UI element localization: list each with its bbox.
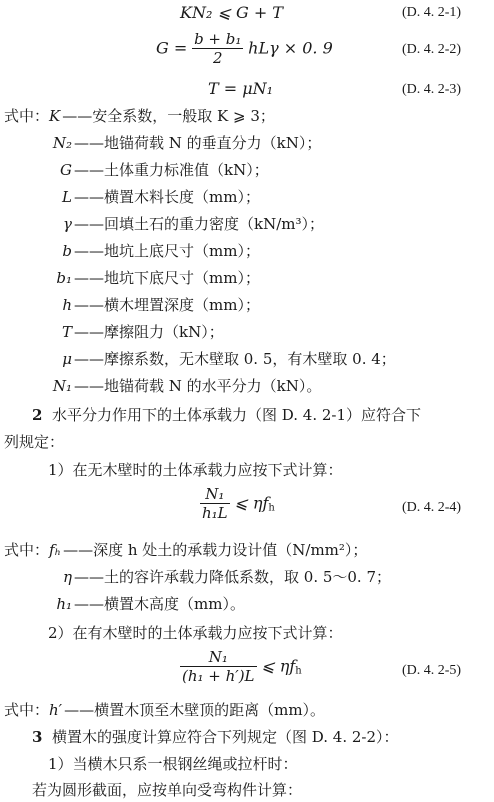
equation-4-rhs-subscript: h <box>268 502 275 514</box>
symbol: η <box>63 568 72 586</box>
description: ——安全系数，一般取 K ⩾ 3； <box>62 107 275 125</box>
equation-5-rhs: ⩽ ηf <box>261 656 296 676</box>
description: ——深度 h 处土的承载力设计值（N/mm²）； <box>63 541 368 559</box>
symbol: N₂ <box>52 134 72 152</box>
where-list-3-item-h-prime <box>4 700 325 720</box>
symbol: fₕ <box>49 541 62 559</box>
where-list-1-item-l <box>44 187 260 207</box>
equation-4-numerator: N₁ <box>200 485 230 504</box>
equation-d-4-2-1: KN₂ ⩽ G + T <box>180 3 283 22</box>
equation-2-lhs: G = <box>156 38 188 58</box>
where-lead: 式中： <box>4 701 50 719</box>
description: ——横置木高度（mm）。 <box>74 595 245 613</box>
equation-5-numerator: N₁ <box>180 648 257 667</box>
where-list-1-item-b1 <box>44 268 260 288</box>
equation-d-4-2-5 <box>180 648 302 692</box>
equation-4-denominator: h₁L <box>202 504 228 522</box>
where-list-1-item-b <box>44 241 260 261</box>
description: ——回填土石的重力密度（kN/m³）； <box>74 215 325 233</box>
description: ——摩擦阻力（kN）； <box>74 323 224 341</box>
clause-text: 横置木的强度计算应符合下列规定（图 D. 4. 2-2）： <box>51 728 399 746</box>
description: ——横置木料长度（mm）； <box>74 188 260 206</box>
equation-5-fraction <box>180 648 257 685</box>
clause-3 <box>32 727 399 747</box>
equation-d-4-2-3: T = μN₁ <box>208 79 274 98</box>
symbol: b₁ <box>56 269 72 287</box>
equation-5-rhs-subscript: h <box>295 665 302 677</box>
equation-5-denominator: (h₁ + h′)L <box>182 667 255 685</box>
clause-text: 水平分力作用下的土体承载力（图 D. 4. 2-1）应符合下 <box>51 406 422 424</box>
subclause-2: 2）在有木壁时的土体承载力应按下式计算： <box>48 624 343 642</box>
symbol: G <box>60 161 72 179</box>
subclause-3: 1）当横木只系一根钢丝绳或拉杆时： <box>48 755 298 773</box>
equation-number-3: (D. 4. 2-3) <box>402 82 462 97</box>
last-line: 若为圆形截面，应按单向受弯构件计算： <box>32 781 303 799</box>
equation-d-4-2-4 <box>200 485 275 529</box>
where-list-2-item-eta <box>44 567 391 587</box>
equation-d-4-2-2 <box>156 30 333 70</box>
where-list-2-item-h1 <box>44 594 245 614</box>
equation-2-fraction <box>192 30 243 67</box>
symbol: h₁ <box>56 595 72 613</box>
equation-number-1: (D. 4. 2-1) <box>402 5 462 20</box>
equation-2-numerator: b + b₁ <box>194 30 242 48</box>
equation-number-5: (D. 4. 2-5) <box>402 663 462 678</box>
where-list-1-item-k <box>4 106 275 126</box>
symbol: T <box>61 323 72 341</box>
description: ——地坑下底尺寸（mm）； <box>74 269 260 287</box>
description: ——地锚荷载 N 的水平分力（kN）。 <box>74 377 322 395</box>
symbol: h′ <box>49 701 63 719</box>
where-lead: 式中： <box>4 541 50 559</box>
symbol: K <box>49 107 61 125</box>
clause-2-line-2: 列规定： <box>4 433 65 451</box>
symbol: N₁ <box>52 377 72 395</box>
symbol: μ <box>62 350 72 368</box>
description: ——地锚荷载 N 的垂直分力（kN）； <box>74 134 322 152</box>
where-list-1-item-gamma <box>44 214 324 234</box>
equation-number-2: (D. 4. 2-2) <box>402 42 462 57</box>
equation-number-4: (D. 4. 2-4) <box>402 500 462 515</box>
description: ——横木埋置深度（mm）； <box>74 296 260 314</box>
equation-2-denominator: 2 <box>212 49 223 67</box>
description: ——土体重力标准值（kN）； <box>74 161 269 179</box>
equation-4-rhs: ⩽ ηf <box>234 493 269 513</box>
description: ——土的容许承载力降低系数，取 0. 5～0. 7； <box>74 568 392 586</box>
description: ——摩擦系数，无木壁取 0. 5，有木壁取 0. 4； <box>74 350 396 368</box>
symbol: b <box>62 242 72 260</box>
subclause-1: 1）在无木壁时的土体承载力应按下式计算： <box>48 461 343 479</box>
symbol: γ <box>63 215 72 233</box>
equation-4-fraction <box>200 485 230 522</box>
clause-2-line-1 <box>32 405 421 425</box>
where-list-2-item-fh <box>4 540 367 560</box>
where-list-1-item-mu <box>44 349 396 369</box>
clause-number: 3 <box>32 728 43 746</box>
where-list-1-item-h <box>44 295 260 315</box>
where-list-1-item-n2 <box>44 133 321 153</box>
description: ——地坑上底尺寸（mm）； <box>74 242 260 260</box>
where-list-1-item-t <box>44 322 224 342</box>
where-lead: 式中： <box>4 107 50 125</box>
clause-number: 2 <box>32 406 43 424</box>
equation-2-rhs: hLγ × 0. 9 <box>248 38 333 58</box>
where-list-1-item-g <box>44 160 269 180</box>
symbol: h <box>62 296 72 314</box>
where-list-1-item-n1 <box>44 376 321 396</box>
symbol: L <box>62 188 72 206</box>
description: ——横置木顶至木壁顶的距离（mm）。 <box>64 701 326 719</box>
